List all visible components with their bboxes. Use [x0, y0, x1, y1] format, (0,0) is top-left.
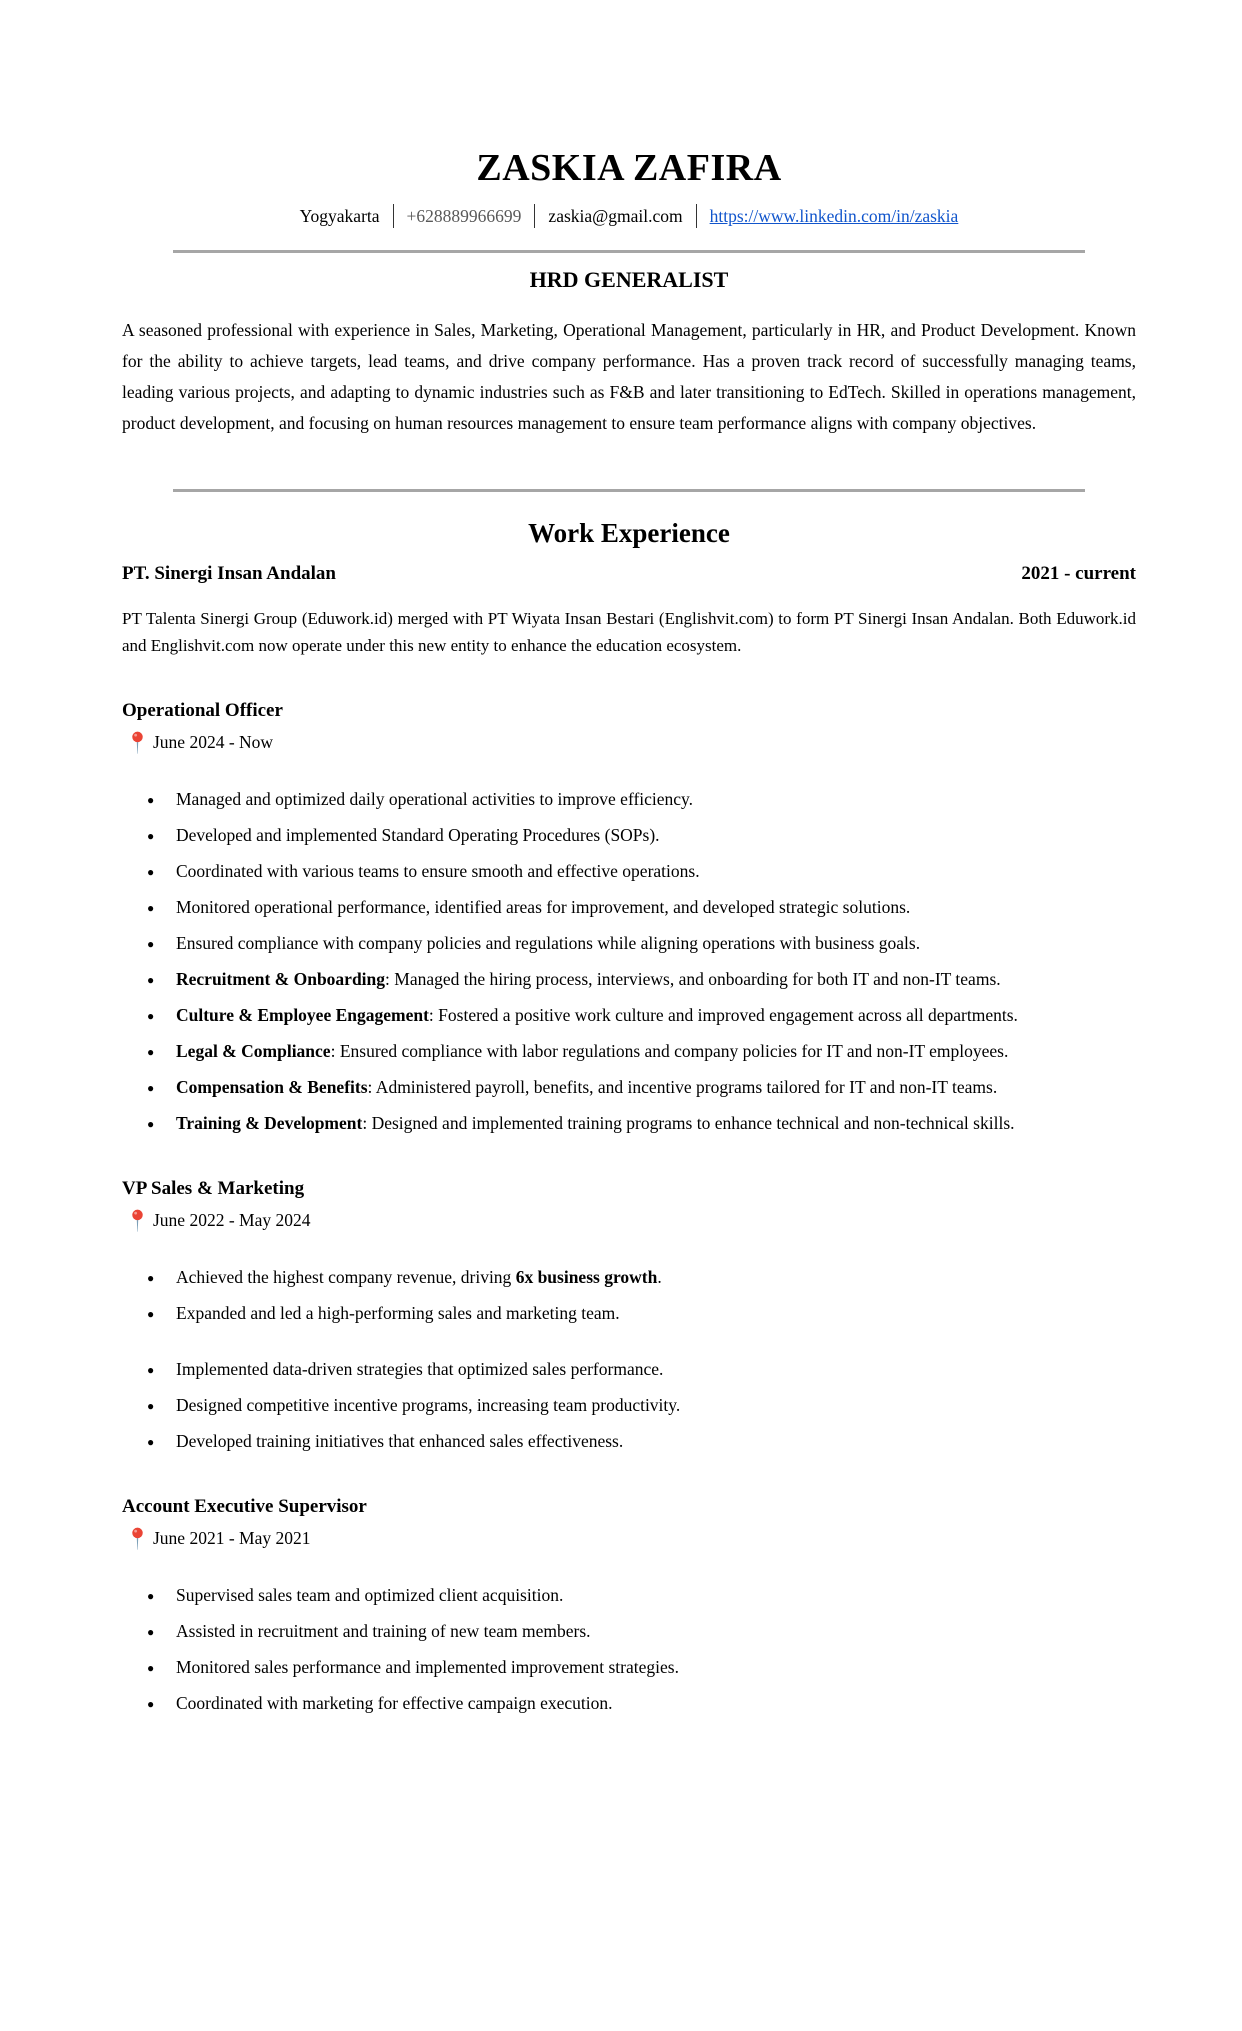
bullet-pre: Achieved the highest company revenue, driving	[176, 1266, 516, 1287]
headline: HRD GENERALIST	[529, 266, 729, 292]
divider-header	[173, 250, 1085, 253]
bullet-pre: Supervised sales team and optimized client acquisition.	[176, 1584, 564, 1605]
bullet-pre: Ensured compliance with company policies and regulations while aligning operations with business goals.	[176, 932, 921, 953]
bullet-post: : Administered payroll, benefits, and incentive programs tailored for IT and non-IT teams.	[367, 1076, 998, 1097]
pushpin-icon	[130, 1526, 145, 1552]
role-title: Account Executive Supervisor	[122, 1495, 367, 1517]
role-title: VP Sales & Marketing	[122, 1177, 305, 1199]
divider-work-section	[173, 489, 1085, 492]
bullet-pre: Developed training initiatives that enhanced sales effectiveness.	[176, 1430, 624, 1451]
bullet-item	[122, 1390, 1136, 1420]
bullet-item	[122, 1072, 1136, 1102]
role-bullet-list	[122, 1580, 1136, 1718]
bullet-item	[122, 1262, 1136, 1292]
bullet-pre: Developed and implemented Standard Operating Procedures (SOPs).	[176, 824, 660, 845]
bullet-pre: Monitored operational performance, identified areas for improvement, and developed strategic solutions.	[176, 896, 911, 917]
contact-line	[122, 204, 1136, 228]
bullet-pre: Monitored sales performance and implemented improvement strategies.	[176, 1656, 679, 1677]
contact-location: Yogyakarta	[299, 205, 380, 226]
role-period-row	[122, 1208, 1136, 1234]
bullet-post: : Designed and implemented training programs to enhance technical and non-technical skills.	[362, 1112, 1015, 1133]
bullet-bold: 6x business growth	[515, 1266, 658, 1287]
bullet-item	[122, 1036, 1136, 1066]
bullet-item	[122, 1652, 1136, 1682]
contact-separator	[393, 204, 394, 228]
bullet-item	[122, 964, 1136, 994]
bullet-pre: Coordinated with marketing for effective campaign execution.	[176, 1692, 613, 1713]
bullet-pre: Managed and optimized daily operational activities to improve efficiency.	[176, 788, 694, 809]
bullet-item	[122, 784, 1136, 814]
bullet-pre: Coordinated with various teams to ensure smooth and effective operations.	[176, 860, 700, 881]
bullet-bold: Training & Development	[176, 1112, 363, 1133]
contact-phone: +628889966699	[406, 205, 522, 226]
bullet-item	[122, 1580, 1136, 1610]
role-bullet-list	[122, 784, 1136, 1138]
bullet-pre: Expanded and led a high-performing sales and marketing team.	[176, 1302, 620, 1323]
role-period-row	[122, 1526, 1136, 1552]
bullet-item	[122, 1426, 1136, 1456]
bullet-item	[122, 1000, 1136, 1030]
contact-separator	[696, 204, 697, 228]
section-title-work-experience: Work Experience	[528, 517, 730, 548]
role-period: June 2021 - May 2021	[153, 1528, 311, 1549]
bullet-item	[122, 1688, 1136, 1718]
contact-email: zaskia@gmail.com	[548, 205, 683, 226]
bullet-bold: Recruitment & Onboarding	[176, 968, 386, 989]
summary-paragraph: A seasoned professional with experience in Sales, Marketing, Operational Management, particularly in HR, and Product Development. Known for the ability to achieve targets, lead teams, and drive company performance. Has a proven track record of successfully managing teams, leading various projects, and adapting to dynamic industries such as F&B and later transitioning to EdTech. Skilled in operations management, product development, and focusing on human resources management to ensure team performance aligns with company objectives.	[122, 319, 1136, 433]
role-period: June 2022 - May 2024	[153, 1210, 311, 1231]
bullet-item	[122, 856, 1136, 886]
role-section-account-executive-supervisor	[122, 1496, 1136, 1718]
company-period: 2021 - current	[1021, 562, 1136, 584]
bullet-item	[122, 820, 1136, 850]
role-section-operational-officer	[122, 700, 1136, 1138]
bullet-pre: Implemented data-driven strategies that optimized sales performance.	[176, 1358, 664, 1379]
bullet-item	[122, 1616, 1136, 1646]
role-period-row	[122, 730, 1136, 756]
bullet-bold: Compensation & Benefits	[176, 1076, 368, 1097]
bullet-pre: Designed competitive incentive programs, increasing team productivity.	[176, 1394, 681, 1415]
role-title: Operational Officer	[122, 699, 283, 721]
candidate-name: ZASKIA ZAFIRA	[476, 147, 782, 189]
company-name: PT. Sinergi Insan Andalan	[122, 562, 337, 584]
bullet-post: : Fostered a positive work culture and improved engagement across all departments.	[428, 1004, 1018, 1025]
company-row	[122, 563, 1136, 585]
bullet-post: : Managed the hiring process, interviews, and onboarding for both IT and non-IT teams.	[385, 968, 1001, 989]
bullet-item	[122, 928, 1136, 958]
company-description: PT Talenta Sinergi Group (Eduwork.id) merged with PT Wiyata Insan Bestari (Englishvit.com) to form PT Sinergi Insan Andalan. Both Eduwork.id and Englishvit.com now operate under this new entity to enhance the education ecosystem.	[122, 608, 1136, 656]
bullet-post: .	[657, 1266, 662, 1287]
role-bullet-list	[122, 1262, 1136, 1456]
contact-separator	[534, 204, 535, 228]
bullet-item	[122, 1354, 1136, 1384]
bullet-post: : Ensured compliance with labor regulations and company policies for IT and non-IT employees.	[330, 1040, 1009, 1061]
bullet-item	[122, 892, 1136, 922]
role-section-vp-sales-marketing	[122, 1178, 1136, 1456]
bullet-bold: Legal & Compliance	[176, 1040, 331, 1061]
role-period: June 2024 - Now	[153, 732, 274, 753]
pushpin-icon	[130, 730, 145, 756]
bullet-bold: Culture & Employee Engagement	[176, 1004, 429, 1025]
bullet-item	[122, 1108, 1136, 1138]
linkedin-link[interactable]: https://www.linkedin.com/in/zaskia	[709, 205, 959, 226]
bullet-pre: Assisted in recruitment and training of new team members.	[176, 1620, 591, 1641]
bullet-item	[122, 1298, 1136, 1328]
pushpin-icon	[130, 1208, 145, 1234]
